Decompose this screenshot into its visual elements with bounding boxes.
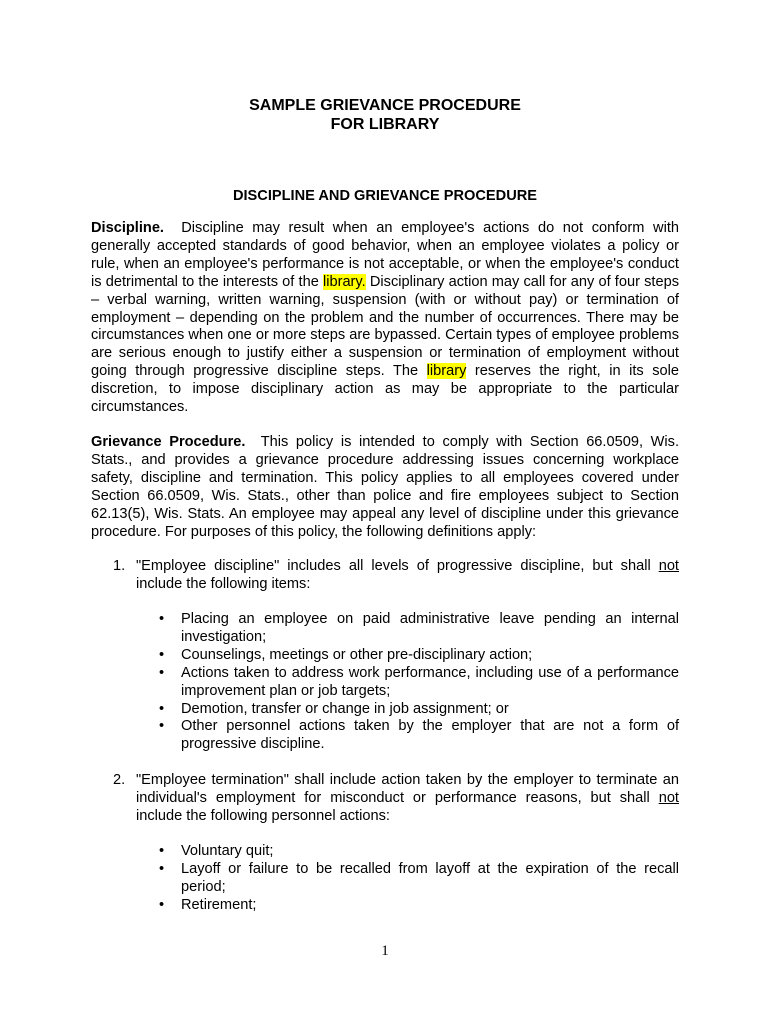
discipline-text-a: Discipline may result when an employee's actions do not conform with generally accepted standards of good behavior, when an employee violates a policy or rule, when an employee's performance is not acceptable, or when the employee's conduct is detrimental to the interests of the <box>91 220 679 290</box>
document-title <box>0 96 770 134</box>
definition-item-2 <box>113 772 679 826</box>
definition-text: "Employee discipline" includes all levels of progressive discipline, but shall <box>136 558 659 574</box>
discipline-text-c: reserves the right, in its sole discretion, to impose disciplinary action as may be appropriate to the particular circumstances. <box>91 363 679 416</box>
discipline-text-b: Disciplinary action may call for any of four steps – verbal warning, written warning, suspension (with or without pay) or termination of employment – depending on the problem and the number of occurrences. There may be circumstances when one or more steps are bypassed. Certain types of employee problems are serious enough to justify either a suspension or termination of employment without going through progressive discipline steps. The <box>91 273 679 380</box>
grievance-paragraph <box>91 434 679 541</box>
bullet-icon: • <box>159 718 165 735</box>
definition-text-end: include the following items: <box>136 575 311 592</box>
list-item <box>159 647 679 665</box>
definition-item-1 <box>113 558 679 594</box>
emphasis-not: not <box>658 789 679 806</box>
section-heading: DISCIPLINE AND GRIEVANCE PROCEDURE <box>232 188 538 204</box>
bullet-text: Demotion, transfer or change in job assignment; or <box>181 700 509 717</box>
definition-text: "Employee termination" shall include action taken by the employer to terminate an individual's employment for misconduct or performance reasons, but shall <box>136 772 679 806</box>
emphasis-not: not <box>658 558 679 574</box>
highlighted-word-library-1: library. <box>322 273 366 290</box>
bullet-icon: • <box>159 664 165 681</box>
discipline-paragraph <box>91 220 679 417</box>
list-number: 1. <box>113 558 126 574</box>
list-item <box>159 718 679 754</box>
bullet-list-1 <box>159 611 679 754</box>
bullet-text: Layoff or failure to be recalled from layoff at the expiration of the recall period; <box>181 860 679 895</box>
bullet-icon: • <box>159 646 165 663</box>
list-item <box>159 897 679 915</box>
title-line-1: SAMPLE GRIEVANCE PROCEDURE <box>249 97 521 114</box>
list-number: 2. <box>113 772 126 788</box>
page-number: 1 <box>381 943 389 959</box>
title-line-2: FOR LIBRARY <box>330 116 440 133</box>
bullet-text: Voluntary quit; <box>181 843 274 859</box>
bullet-icon: • <box>159 611 165 627</box>
bullet-icon: • <box>159 700 165 717</box>
grievance-text: This policy is intended to comply with Section 66.0509, Wis. Stats., and provides a grievance procedure addressing issues concerning workplace safety, discipline and termination. This policy applies to all employees covered under Section 66.0509, Wis. Stats., other than police and fire employees subject to Section 62.13(5), Wis. Stats. An employee may appeal any level of discipline under this grievance procedure. For purposes of this policy, the following definitions apply: <box>91 434 679 540</box>
list-item <box>159 843 679 861</box>
list-item <box>159 665 679 701</box>
bullet-list-2 <box>159 843 679 915</box>
bullet-text: Retirement; <box>181 896 257 913</box>
discipline-heading: Discipline. <box>91 220 164 236</box>
list-item <box>159 611 679 647</box>
bullet-text: Placing an employee on paid administrative leave pending an internal investigation; <box>181 611 679 645</box>
bullet-text: Counselings, meetings or other pre-disciplinary action; <box>181 646 533 663</box>
highlighted-word-library-2: library <box>426 363 467 380</box>
definition-text-end: include the following personnel actions: <box>136 807 390 824</box>
bullet-text: Other personnel actions taken by the employer that are not a form of progressive discipline. <box>181 718 679 753</box>
list-item <box>159 861 679 897</box>
bullet-icon: • <box>159 896 165 913</box>
bullet-icon: • <box>159 860 165 877</box>
bullet-icon: • <box>159 843 165 859</box>
bullet-text: Actions taken to address work performance, including use of a performance improvement plan or job targets; <box>181 664 679 699</box>
list-item <box>159 701 679 719</box>
grievance-heading: Grievance Procedure. <box>91 434 246 450</box>
